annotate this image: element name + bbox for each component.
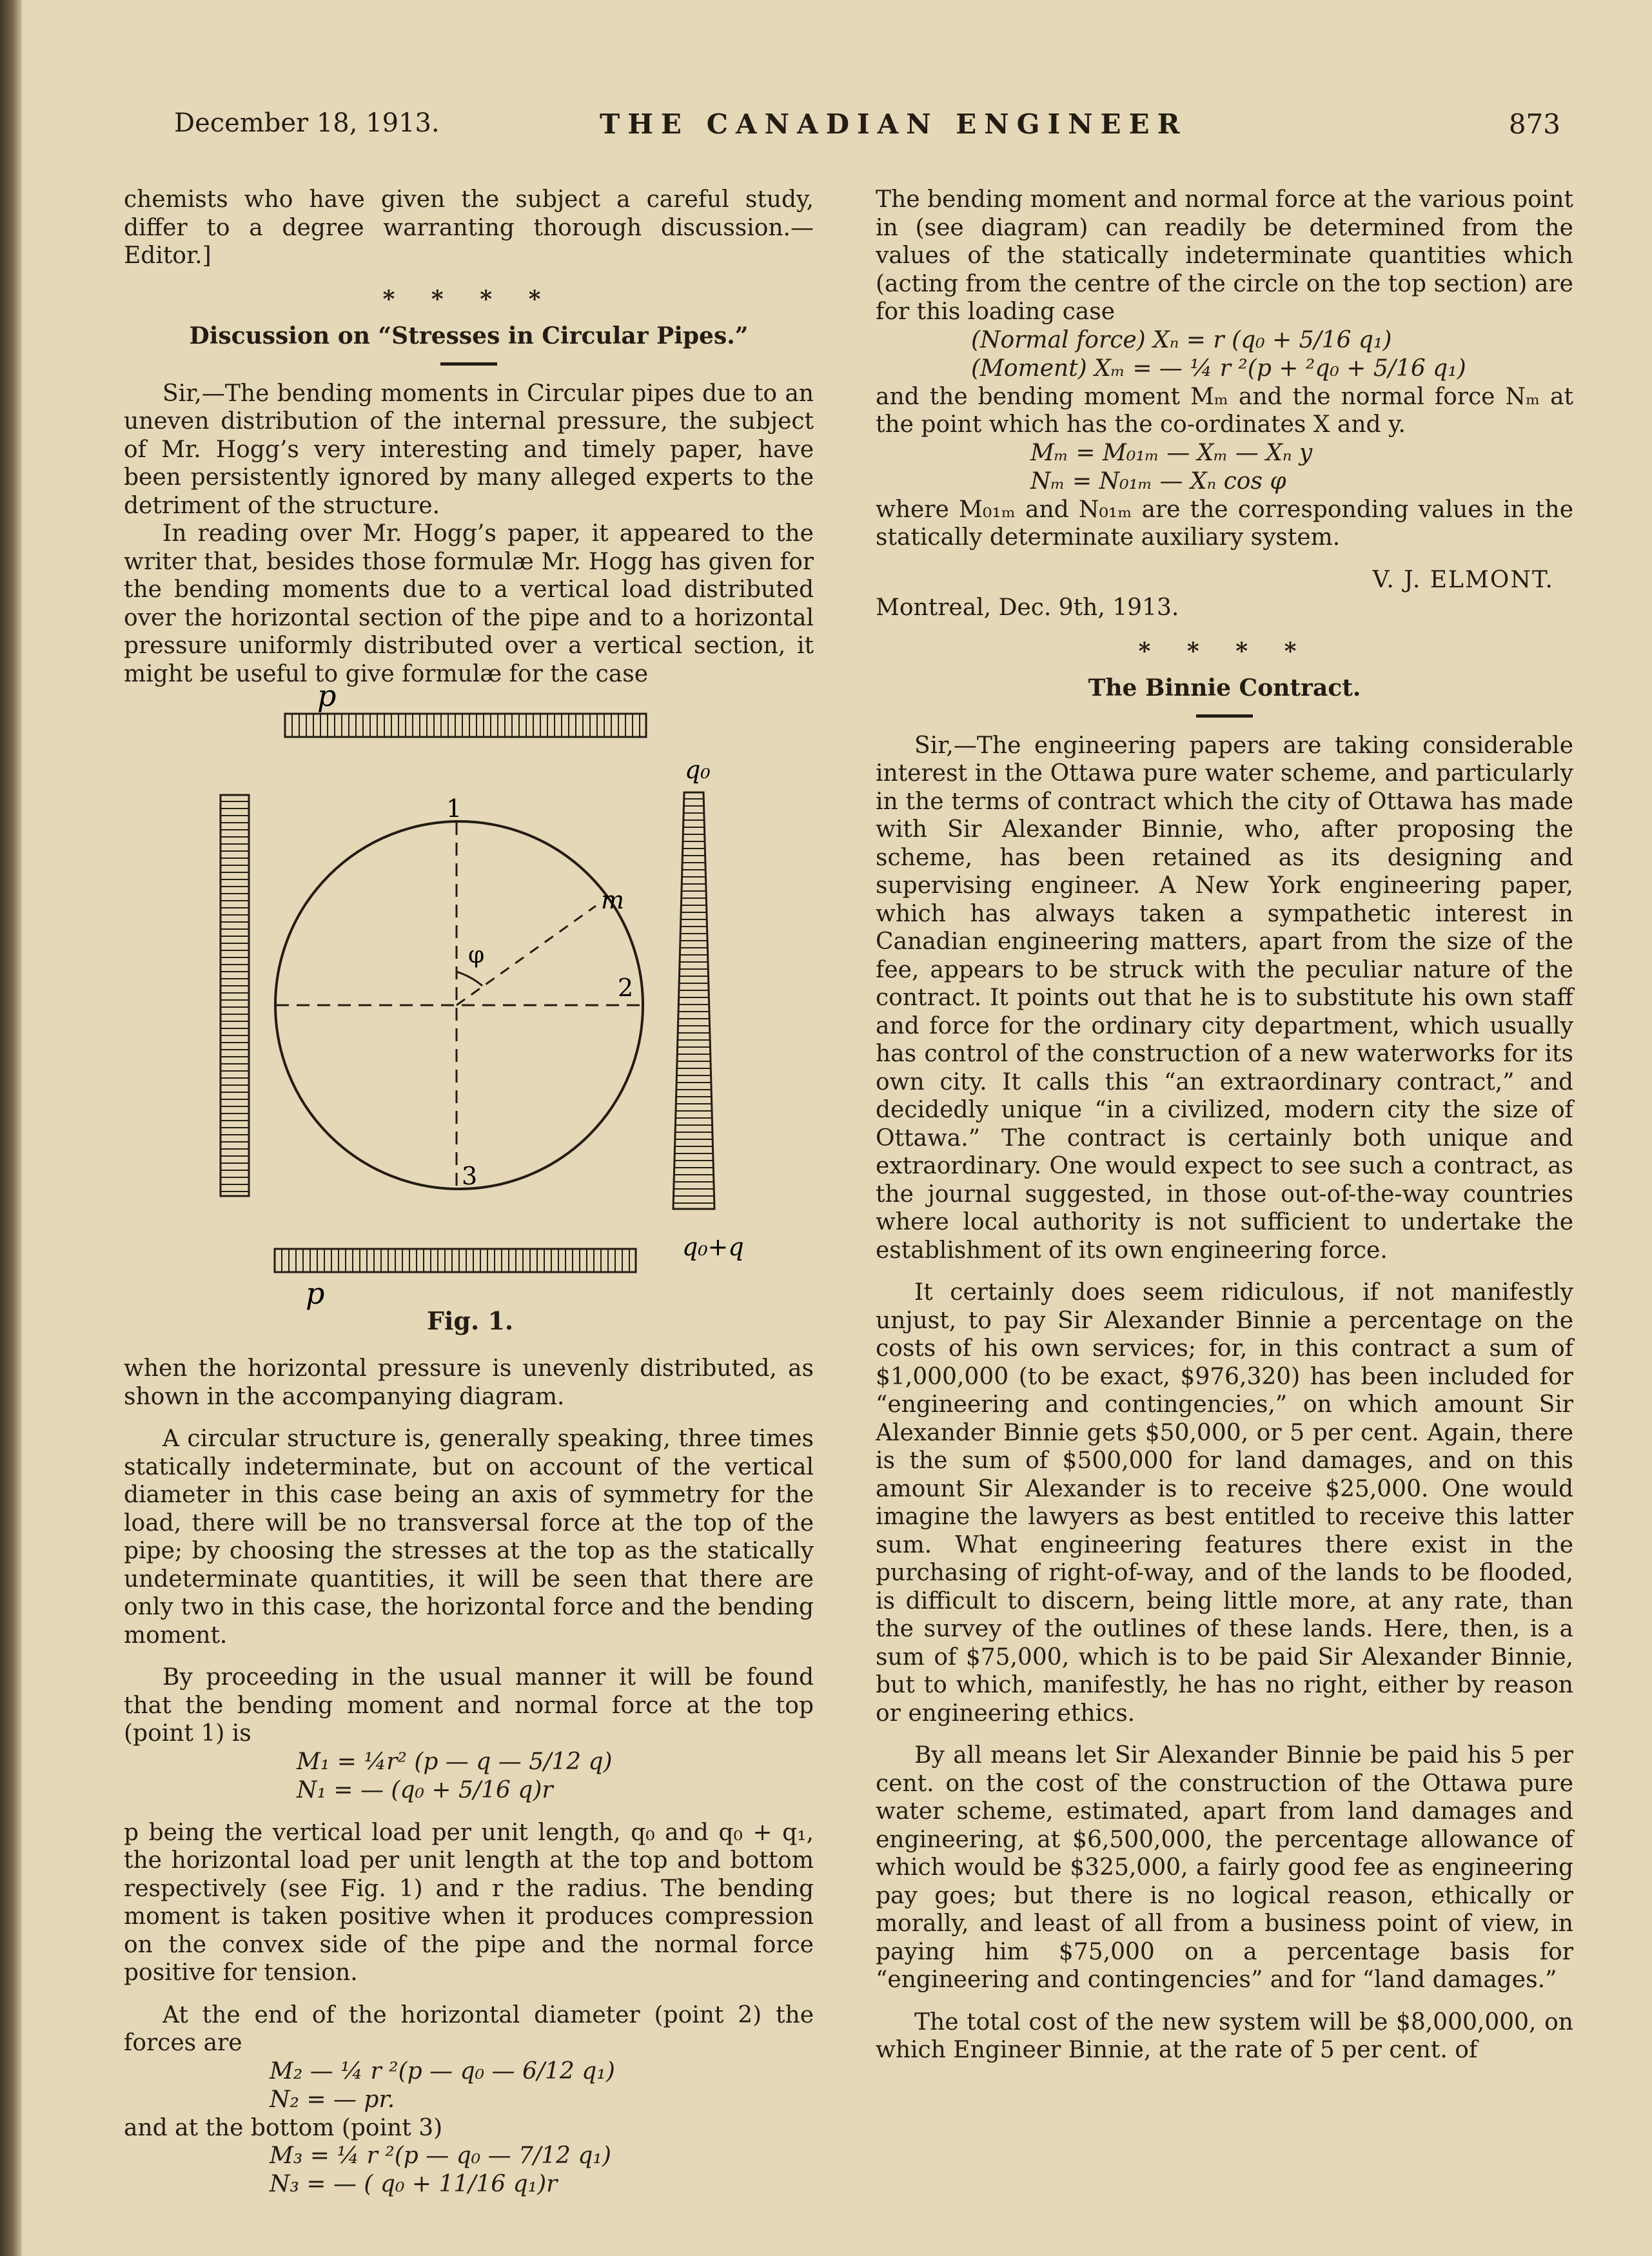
paragraph: A circular structure is, generally speaking, three times statically indeterminate, but on account of the vertical diameter in this case being an axis of symmetry for the load, there will be no transversal force at the top of the pipe; by choosing the stresses at the top as the statically undeterminate quantities, it will be seen that there are only two in this case, the horizontal force and the bending moment. (124, 1426, 814, 1649)
signature: V. J. ELMONT. (1372, 566, 1554, 593)
label-p-top: p (317, 688, 337, 713)
paragraph: In reading over Mr. Hogg’s paper, it appeared to the writer that, besides those formulæ Mr. Hogg has given for the bending moments due to a vertical load distributed over the horizontal section of the pipe and to a horizontal pressure uniformly distributed over a vertical section, it might be useful to give formulæ for the case (124, 520, 814, 687)
figure-1 (124, 688, 814, 1333)
label-point-2: 2 (618, 974, 634, 1002)
intro-paragraph: chemists who have given the subject a careful study, differ to a degree warranting thorough discussion.—Editor.] (124, 186, 814, 269)
paragraph: and the bending moment Mₘ and the normal force Nₘ at the point which has the co-ordinates X and y. (876, 383, 1573, 438)
header-date: December 18, 1913. (174, 108, 440, 138)
paragraph: At the end of the horizontal diameter (point 2) the forces are (124, 2001, 814, 2056)
article-heading: The Binnie Contract. (1088, 674, 1361, 701)
heading-rule (1196, 714, 1253, 718)
page-header (174, 108, 1560, 153)
left-pressure-block (221, 795, 249, 1196)
paragraph: when the horizontal pressure is unevenly distributed, as shown in the accompanying diagram. (124, 1355, 814, 1410)
heading-rule (440, 362, 497, 366)
label-m: m (601, 886, 625, 914)
binding-gutter (0, 0, 22, 2256)
formula: N₂ = — pr. (270, 2086, 395, 2113)
left-column (124, 186, 814, 2199)
article-heading: Discussion on “Stresses in Circular Pipes.” (189, 322, 749, 349)
bottom-load-bar (275, 1249, 636, 1272)
angle-arc (457, 972, 482, 986)
label-phi: φ (468, 942, 485, 968)
right-column (876, 186, 1573, 2065)
figure-caption: Fig. 1. (427, 1306, 514, 1335)
formula: M₃ = ¼ r ²(p — q₀ — 7/12 q₁) (270, 2143, 611, 2169)
label-q0-plus-q: q₀+q (682, 1233, 744, 1261)
paragraph: By all means let Sir Alexander Binnie be paid his 5 per cent. on the cost of the construction of the Ottawa pure water scheme, estimated, apart from land damages and engineering, at $6,500,000, the percentage allowance of which would be $325,000, a fairly good fee as engineering pay goes; but there is no logical reason, ethically or morally, and least of all from a business point of view, in paying him $75,000 on a percentage basis for “engineering and contingencies” and for “land damages.” (876, 1742, 1573, 1993)
label-p-bottom: p (306, 1276, 325, 1311)
paragraph: Sir,—The bending moments in Circular pipes due to an uneven distribution of the internal pressure, the subject of Mr. Hogg’s very interesting and timely paper, have been persistently ignored by many alleged experts to the detriment of the structure. (124, 380, 814, 519)
paragraph: The bending moment and normal force at the various point in (see diagram) can readily be determined from the values of the statically indeterminate quantities which (acting from the centre of the circle on the top section) are for this loading case (876, 186, 1573, 325)
place-date: Montreal, Dec. 9th, 1913. (876, 594, 1179, 621)
pipe-diagram (124, 688, 814, 1333)
formula: N₃ = — ( q₀ + 11/16 q₁)r (270, 2171, 558, 2197)
section-divider-stars: * * * * (1138, 637, 1311, 665)
formula: (Normal force) Xₙ = r (q₀ + 5/16 q₁) (971, 326, 1392, 353)
page-number: 873 (1508, 108, 1560, 140)
formula: M₁ = ¼r² (p — q — 5/12 q) (297, 1748, 613, 1775)
paragraph: By proceeding in the usual manner it will be found that the bending moment and normal force at the top (point 1) is (124, 1664, 814, 1747)
label-point-3: 3 (462, 1162, 478, 1190)
journal-title: THE CANADIAN ENGINEER (600, 108, 1188, 140)
formula: Mₘ = M₀₁ₘ — Xₘ — Xₙ y (1030, 439, 1313, 466)
formula: M₂ — ¼ r ²(p — q₀ — 6/12 q₁) (270, 2057, 615, 2084)
label-q0: q₀ (685, 756, 711, 784)
section-divider-stars: * * * * (382, 285, 555, 313)
paragraph: Sir,—The engineering papers are taking considerable interest in the Ottawa pure water scheme, and particularly in the terms of contract which the city of Ottawa has made with Sir Alexander Binnie, who, after proposing the scheme, has been retained as its designing and supervising engineer. A New York engineering paper, which has always taken a sympathetic interest in Canadian engineering matters, apart from the size of the fee, appears to be struck with the peculiar nature of the contract. It points out that he is to substitute his own staff and force for the ordinary city department, which usually has control of the construction of a new waterworks for its own city. It calls this “an extraordinary contract,” and decidedly unique “in a civilized, modern city the size of Ottawa.” The contract is certainly both unique and extraordinary. One would expect to see such a contract, as the journal suggested, in those out-of-the-way countries where local authority is not sufficient to undertake the establishment of its own engineering force. (876, 732, 1573, 1264)
formula: N₁ = — (q₀ + 5/16 q)r (297, 1776, 553, 1803)
formula: Nₘ = N₀₁ₘ — Xₙ cos φ (1030, 467, 1286, 495)
top-load-bar (285, 714, 646, 737)
paragraph: and at the bottom (point 3) (124, 2114, 443, 2141)
paragraph: The total cost of the new system will be $8,000,000, on which Engineer Binnie, at the rate of 5 per cent. of (876, 2008, 1573, 2063)
paragraph: p being the vertical load per unit length, q₀ and q₀ + q₁, the horizontal load per unit length at the top and bottom respectively (see Fig. 1) and r the radius. The bending moment is taken positive when it produces compression on the convex side of the pipe and the normal force positive for tension. (124, 1819, 814, 1986)
paragraph: where M₀₁ₘ and N₀₁ₘ are the corresponding values in the statically determinate auxiliary system. (876, 496, 1573, 551)
label-point-1: 1 (446, 794, 462, 823)
formula: (Moment) Xₘ = — ¼ r ²(p + ²q₀ + 5/16 q₁) (971, 355, 1466, 382)
paragraph: It certainly does seem ridiculous, if not manifestly unjust, to pay Sir Alexander Binnie a percentage on the costs of his own services; for, in this contract a sum of $1,000,000 (to be exact, $976,320) has been included for “engineering and contingencies,” on which amount Sir Alexander Binnie gets $50,000, or 5 per cent. Again, there is the sum of $500,000 for land damages, and on this amount Sir Alexander is to receive $25,000. One would imagine the lawyers as best entitled to receive this latter sum. What engineering features there exist in the purchasing of right-of-way, and of the lands to be flooded, is difficult to discern, being little more, at any rate, than the survey of the outlines of these lands. Here, then, is a sum of $75,000, which is to be paid Sir Alexander Binnie, but to which, manifestly, he has no right, either by reason or engineering ethics. (876, 1279, 1573, 1727)
right-pressure-trapezoid (673, 792, 714, 1209)
